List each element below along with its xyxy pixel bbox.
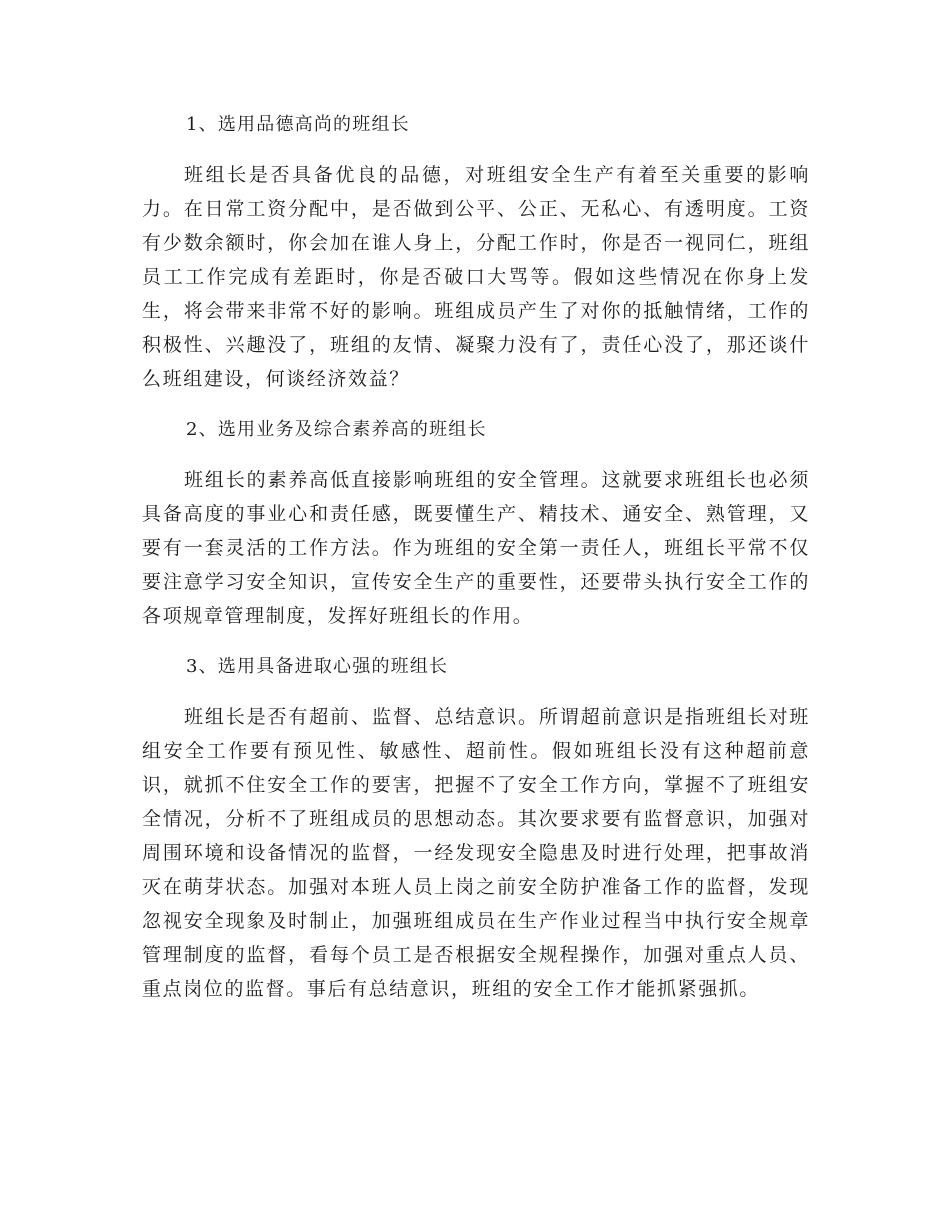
section-paragraph-2: 班组长的素养高低直接影响班组的安全管理。这就要求班组长也必须具备高度的事业心和责任感，既要懂生产、精技术、通安全、熟管理，又要有一套灵活的工作方法。作为班组的安全第一责任人，班组长平常不仅要注意学习安全知识，宣传安全生产的重要性，还要带头执行安全工作的各项规章管理制度，发挥好班组长的作用。 [142,469,810,627]
section-paragraph-3: 班组长是否有超前、监督、总结意识。所谓超前意识是指班组长对班组安全工作要有预见性、敏感性、超前性。假如班组长没有这种超前意识，就抓不住安全工作的要害，把握不了安全工作方向，掌握不了班组安全情况，分析不了班组成员的思想动态。其次要求要有监督意识，加强对周围环境和设备情况的监督，一经发现安全隐患及时进行处理，把事故消灭在萌芽状态。加强对本班人员上岗之前安全防护准备工作的监督，发现忽视安全现象及时制止，加强班组成员在生产作业过程当中执行安全规章管理制度的监督，看每个员工是否根据安全规程操作，加强对重点人员、重点岗位的监督。事后有总结意识，班组的安全工作才能抓紧强抓。 [142,706,810,1000]
section-heading-3: 3、选用具备进取心强的班组长 [186,656,449,677]
document-body [142,108,810,1023]
section-paragraph-1: 班组长是否具备优良的品德，对班组安全生产有着至关重要的影响力。在日常工资分配中，是否做到公平、公正、无私心、有透明度。工资有少数余额时，你会加在谁人身上，分配工作时，你是否一视同仁，班组员工工作完成有差距时，你是否破口大骂等。假如这些情况在你身上发生，将会带来非常不好的影响。班组成员产生了对你的抵触情绪，工作的积极性、兴趣没了，班组的友情、凝聚力没有了，责任心没了，那还谈什么班组建设，何谈经济效益？ [142,164,810,390]
section-heading-1: 1、选用品德高尚的班组长 [186,114,410,135]
section-heading-2: 2、选用业务及综合素养高的班组长 [186,419,487,440]
